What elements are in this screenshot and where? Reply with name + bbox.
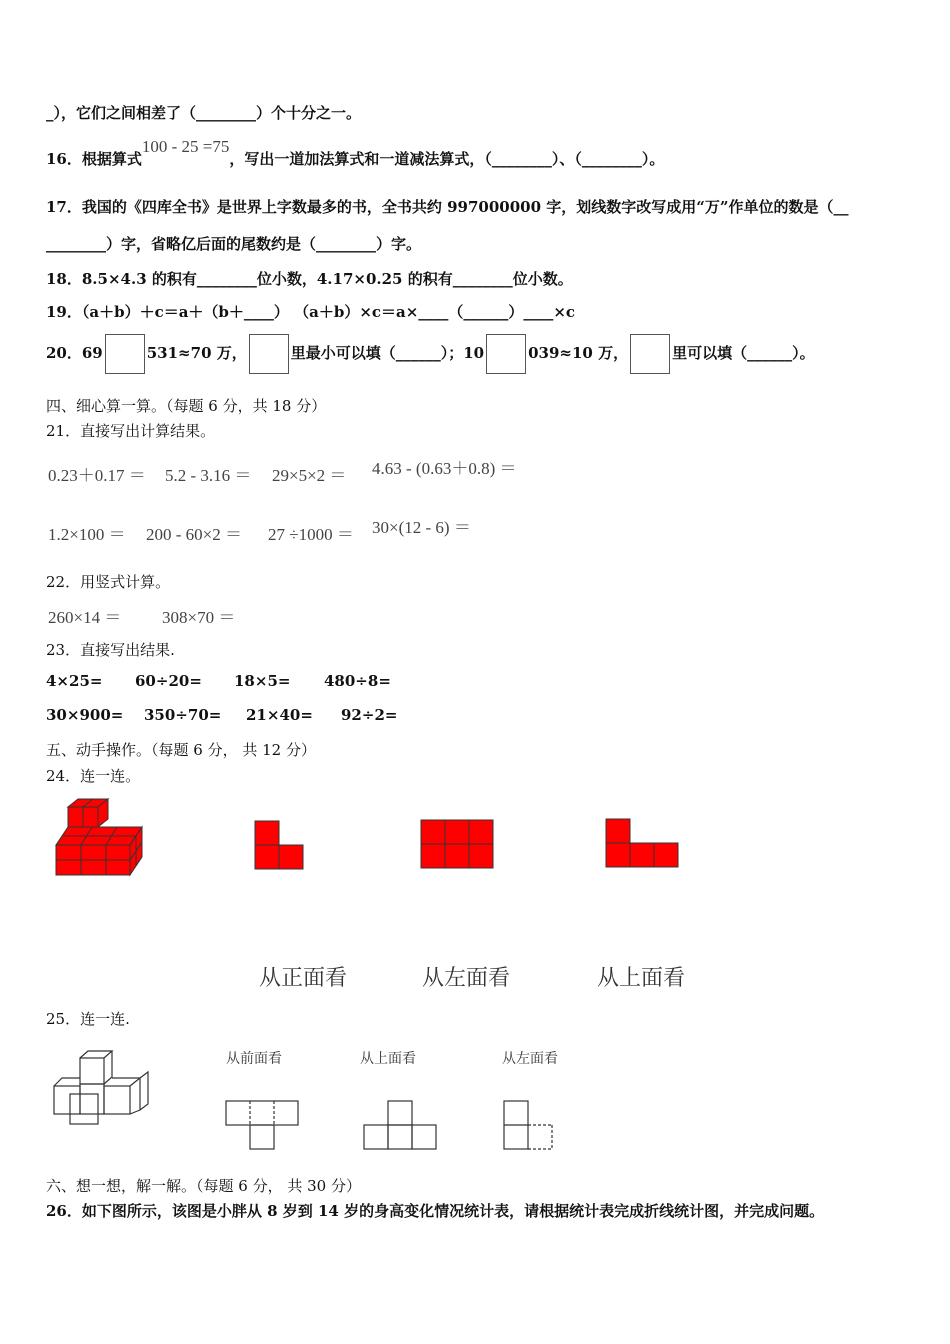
q23-r2-c1: 30×900= [46, 706, 124, 724]
q16-suffix: ，写出一道加法算式和一道减法算式，（________）、（________）。 [229, 150, 665, 168]
q20 [46, 334, 815, 374]
q26: 26．如下图所示，该图是小胖从 8 岁到 14 岁的身高变化情况统计表，请根据统计表完成折线统计图，并完成问题。 [46, 1202, 825, 1220]
q15-tail: _），它们之间相差了（________）个十分之一。 [46, 104, 362, 122]
q16-formula: 100 - 25 =75 [141, 137, 230, 156]
q20-part2: 531≈70 万， [146, 344, 247, 362]
q23-r1-c1: 4×25= [46, 672, 103, 690]
q21-title: 21．直接写出计算结果。 [46, 422, 216, 440]
q24-label-left: 从左面看 [422, 966, 511, 991]
q17-line2: ________）字，省略亿后面的尾数约是（________）字。 [46, 235, 422, 253]
q20-part4: 039≈10 万， [528, 344, 629, 362]
q25-view-a [225, 1100, 301, 1152]
q21-r1-c3: 29×5×2 ＝ [272, 466, 347, 485]
q24-cube-solid [52, 805, 152, 880]
q23-title: 23．直接写出结果. [46, 641, 175, 659]
q25-cube-solid [52, 1048, 162, 1126]
q21-r1-c2: 5.2 - 3.16 ＝ [165, 466, 252, 485]
section-6-heading: 六、想一想，解一解。（每题 6 分， 共 30 分） [46, 1177, 361, 1195]
q23-r2-c2: 350÷70= [144, 706, 222, 724]
q24-label-front: 从正面看 [259, 966, 348, 991]
q25-label-top: 从上面看 [360, 1051, 416, 1067]
q17-line1: 17．我国的《四库全书》是世界上字数最多的书，全书共约 997000000 字，划线数字改写成用“万”作单位的数是（__ [46, 198, 849, 216]
q16-prefix: 16．根据算式 [46, 150, 142, 168]
q21-r1-c1: 0.23＋0.17 ＝ [48, 466, 146, 485]
q25-title: 25．连一连. [46, 1010, 130, 1028]
q24-view-c [605, 818, 681, 870]
q20-part5: 里可以填（______）。 [672, 344, 815, 362]
q21-r1-c4: 4.63 - (0.63＋0.8) ＝ [372, 459, 517, 478]
q25-view-c [503, 1100, 555, 1152]
q21-r2-c4: 30×(12 - 6) ＝ [372, 518, 471, 537]
answer-box[interactable] [249, 334, 289, 374]
q23-r1-c4: 480÷8= [324, 672, 391, 690]
q25-label-left: 从左面看 [502, 1051, 558, 1067]
q18: 18．8.5×4.3 的积有________位小数，4.17×0.25 的积有________位小数。 [46, 270, 573, 288]
q25-label-front: 从前面看 [226, 1051, 282, 1067]
q21-r2-c1: 1.2×100 ＝ [48, 525, 126, 544]
q22-item-1: 260×14 ＝ [48, 608, 122, 627]
answer-box[interactable] [630, 334, 670, 374]
q20-part1: 20．69 [46, 344, 103, 362]
q21-r2-c2: 200 - 60×2 ＝ [146, 525, 242, 544]
q23-r2-c3: 21×40= [246, 706, 313, 724]
q24-view-b [420, 819, 495, 871]
q24-title: 24．连一连。 [46, 767, 141, 785]
section-5-heading: 五、动手操作。（每题 6 分， 共 12 分） [46, 741, 316, 759]
q23-r1-c2: 60÷20= [135, 672, 202, 690]
section-4-heading: 四、细心算一算。（每题 6 分，共 18 分） [46, 397, 327, 415]
answer-box[interactable] [105, 334, 145, 374]
q24-label-top: 从上面看 [597, 966, 686, 991]
q23-r2-c4: 92÷2= [341, 706, 398, 724]
q23-r1-c3: 18×5= [234, 672, 291, 690]
q25-view-b [363, 1100, 439, 1152]
q22-title: 22．用竖式计算。 [46, 573, 171, 591]
q21-r2-c3: 27 ÷1000 ＝ [268, 525, 354, 544]
q22-item-2: 308×70 ＝ [162, 608, 236, 627]
answer-box[interactable] [486, 334, 526, 374]
q20-part3: 里最小可以填（______）；10 [290, 344, 485, 362]
q16 [46, 137, 665, 169]
q19: 19．（a＋b）＋c＝a＋（b＋____） （a＋b）×c＝a×____（______）____×c [46, 303, 576, 321]
q24-view-a [254, 820, 306, 872]
